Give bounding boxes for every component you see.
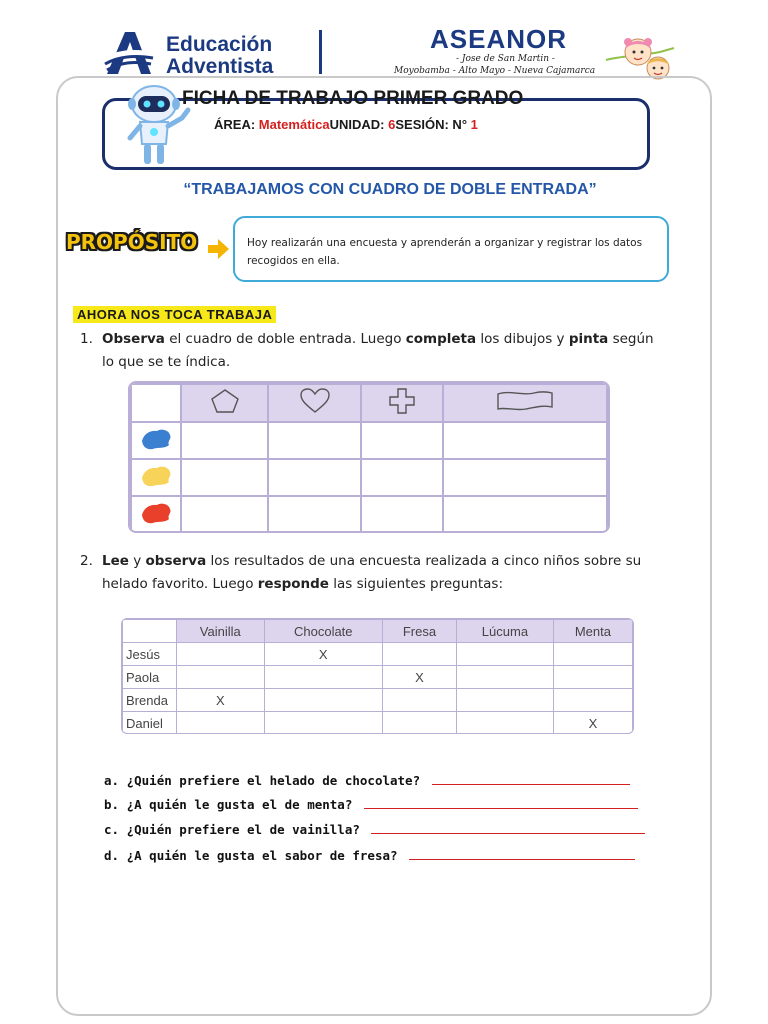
table-cell bbox=[457, 643, 554, 666]
purpose-text: Hoy realizarán una encuesta y aprenderán a organizar y registrar los datos recogidos en ella. bbox=[247, 237, 643, 267]
exercise-2-text-part: helado favorito. Luego bbox=[102, 576, 258, 592]
table-cell[interactable] bbox=[361, 422, 443, 459]
exercise-2-keyword-lee: Lee bbox=[102, 553, 129, 569]
arrow-right-icon bbox=[206, 237, 230, 261]
answer-line[interactable] bbox=[371, 822, 645, 834]
exercise-1-line-2: lo que se te índica. bbox=[102, 354, 231, 370]
table-row bbox=[123, 666, 633, 689]
question-c bbox=[104, 822, 645, 837]
exercise-1-instructions bbox=[80, 328, 680, 374]
table-cell bbox=[457, 712, 554, 735]
table-cell[interactable] bbox=[361, 459, 443, 496]
yellow-paint-icon bbox=[139, 464, 173, 488]
table-cell bbox=[457, 689, 554, 712]
exercise-1-keyword-pinta: pinta bbox=[568, 331, 609, 347]
table-cell[interactable] bbox=[443, 459, 607, 496]
table-cell bbox=[177, 643, 265, 666]
question-text: ¿Quién prefiere el helado de chocolate? bbox=[126, 773, 421, 788]
question-letter: b. bbox=[104, 797, 120, 812]
table-cell[interactable] bbox=[181, 459, 268, 496]
table-cell[interactable] bbox=[361, 496, 443, 533]
logo-line-1: Educación bbox=[166, 33, 273, 56]
table-cell[interactable] bbox=[268, 496, 361, 533]
exercise-1-keyword-observa: Observa bbox=[102, 331, 165, 347]
table-cell: X bbox=[177, 689, 265, 712]
unidad-label: UNIDAD: bbox=[329, 117, 385, 132]
table-cell[interactable] bbox=[443, 422, 607, 459]
unidad-value: 6 bbox=[388, 117, 396, 132]
answer-line[interactable] bbox=[409, 848, 635, 860]
table-header-cell bbox=[443, 384, 607, 422]
table-row bbox=[123, 689, 633, 712]
question-letter: a. bbox=[104, 773, 120, 788]
worksheet-title: FICHA DE TRABAJO PRIMER GRADO bbox=[182, 88, 524, 109]
exercise-1-text-part: según bbox=[608, 331, 654, 347]
educacion-adventista-logo-icon bbox=[103, 28, 155, 76]
column-header: Vainilla bbox=[177, 620, 265, 643]
table-cell bbox=[553, 689, 632, 712]
org-subtitle-2: Moyobamba - Alto Mayo - Nueva Cajamarca bbox=[394, 66, 596, 76]
cross-icon bbox=[388, 387, 416, 415]
area-value: Matemática bbox=[258, 117, 330, 132]
survey-table bbox=[121, 618, 634, 734]
table-corner-cell bbox=[131, 384, 181, 422]
sesion-value: 1 bbox=[470, 117, 478, 132]
question-d bbox=[104, 848, 635, 863]
header-divider bbox=[319, 30, 322, 74]
logo-line-2: Adventista bbox=[166, 55, 274, 78]
row-name: Jesús bbox=[123, 643, 177, 666]
table-corner-cell bbox=[123, 620, 177, 643]
banner-icon bbox=[496, 390, 554, 412]
table-cell[interactable] bbox=[268, 459, 361, 496]
table-cell[interactable] bbox=[268, 422, 361, 459]
table-cell bbox=[177, 712, 265, 735]
exercise-1-keyword-completa: completa bbox=[405, 331, 477, 347]
table-cell[interactable] bbox=[181, 496, 268, 533]
question-a bbox=[104, 773, 630, 788]
table-cell bbox=[177, 666, 265, 689]
table-row bbox=[123, 712, 633, 735]
area-line bbox=[214, 117, 478, 132]
exercise-1-text-part: los dibujos y bbox=[476, 331, 569, 347]
table-cell bbox=[264, 666, 382, 689]
question-b bbox=[104, 797, 638, 812]
table-cell[interactable] bbox=[443, 496, 607, 533]
table-header-cell bbox=[268, 384, 361, 422]
question-text: ¿A quién le gusta el de menta? bbox=[126, 797, 353, 812]
column-header: Chocolate bbox=[264, 620, 382, 643]
exercise-2-text-part: los resultados de una encuesta realizada a cinco niños sobre su bbox=[206, 553, 642, 569]
blue-paint-icon bbox=[139, 427, 173, 451]
column-header: Lúcuma bbox=[457, 620, 554, 643]
org-name: ASEANOR bbox=[430, 24, 568, 54]
red-paint-icon bbox=[139, 501, 173, 525]
heart-icon bbox=[299, 388, 331, 414]
exercise-1-number: 1. bbox=[80, 331, 93, 347]
purpose-box bbox=[233, 216, 669, 282]
column-header: Fresa bbox=[382, 620, 456, 643]
column-header: Menta bbox=[553, 620, 632, 643]
table-cell: X bbox=[264, 643, 382, 666]
table-cell: X bbox=[553, 712, 632, 735]
table-cell bbox=[382, 643, 456, 666]
row-name: Daniel bbox=[123, 712, 177, 735]
pentagon-icon bbox=[210, 388, 240, 414]
exercise-2-keyword-observa: observa bbox=[145, 553, 207, 569]
exercise-2-text-part: y bbox=[128, 553, 146, 569]
question-letter: c. bbox=[104, 822, 120, 837]
answer-line[interactable] bbox=[364, 797, 638, 809]
table-cell bbox=[382, 712, 456, 735]
exercise-2-text-part: las siguientes preguntas: bbox=[328, 576, 504, 592]
exercise-2-instructions bbox=[80, 550, 680, 596]
area-label: ÁREA: bbox=[214, 117, 256, 132]
color-swatch-cell bbox=[131, 496, 181, 533]
shape-color-table bbox=[128, 381, 610, 533]
logo-text bbox=[166, 34, 273, 78]
org-subtitle-1: - Jose de San Martin - bbox=[456, 54, 555, 64]
exercise-2-number: 2. bbox=[80, 553, 93, 569]
table-cell bbox=[553, 643, 632, 666]
table-cell bbox=[264, 712, 382, 735]
color-swatch-cell bbox=[131, 422, 181, 459]
table-cell bbox=[382, 689, 456, 712]
question-text: ¿Quién prefiere el de vainilla? bbox=[126, 822, 360, 837]
sesion-label: SESIÓN: N° bbox=[395, 117, 468, 132]
color-swatch-cell bbox=[131, 459, 181, 496]
table-cell: X bbox=[382, 666, 456, 689]
exercise-1-text-part: el cuadro de doble entrada. Luego bbox=[164, 331, 406, 347]
answer-line[interactable] bbox=[432, 773, 630, 785]
table-cell bbox=[264, 689, 382, 712]
table-header-cell bbox=[361, 384, 443, 422]
row-name: Brenda bbox=[123, 689, 177, 712]
question-letter: d. bbox=[104, 848, 120, 863]
table-header-cell bbox=[181, 384, 268, 422]
table-cell bbox=[457, 666, 554, 689]
purpose-label: PROPÓSITO bbox=[66, 230, 198, 254]
robot-mascot-icon bbox=[120, 78, 202, 170]
table-cell bbox=[553, 666, 632, 689]
main-title: “TRABAJAMOS CON CUADRO DE DOBLE ENTRADA” bbox=[183, 181, 597, 198]
question-text: ¿A quién le gusta el sabor de fresa? bbox=[126, 848, 398, 863]
table-row bbox=[123, 643, 633, 666]
exercise-2-keyword-responde: responde bbox=[257, 576, 329, 592]
section-heading: AHORA NOS TOCA TRABAJA bbox=[73, 306, 276, 323]
table-cell[interactable] bbox=[181, 422, 268, 459]
row-name: Paola bbox=[123, 666, 177, 689]
